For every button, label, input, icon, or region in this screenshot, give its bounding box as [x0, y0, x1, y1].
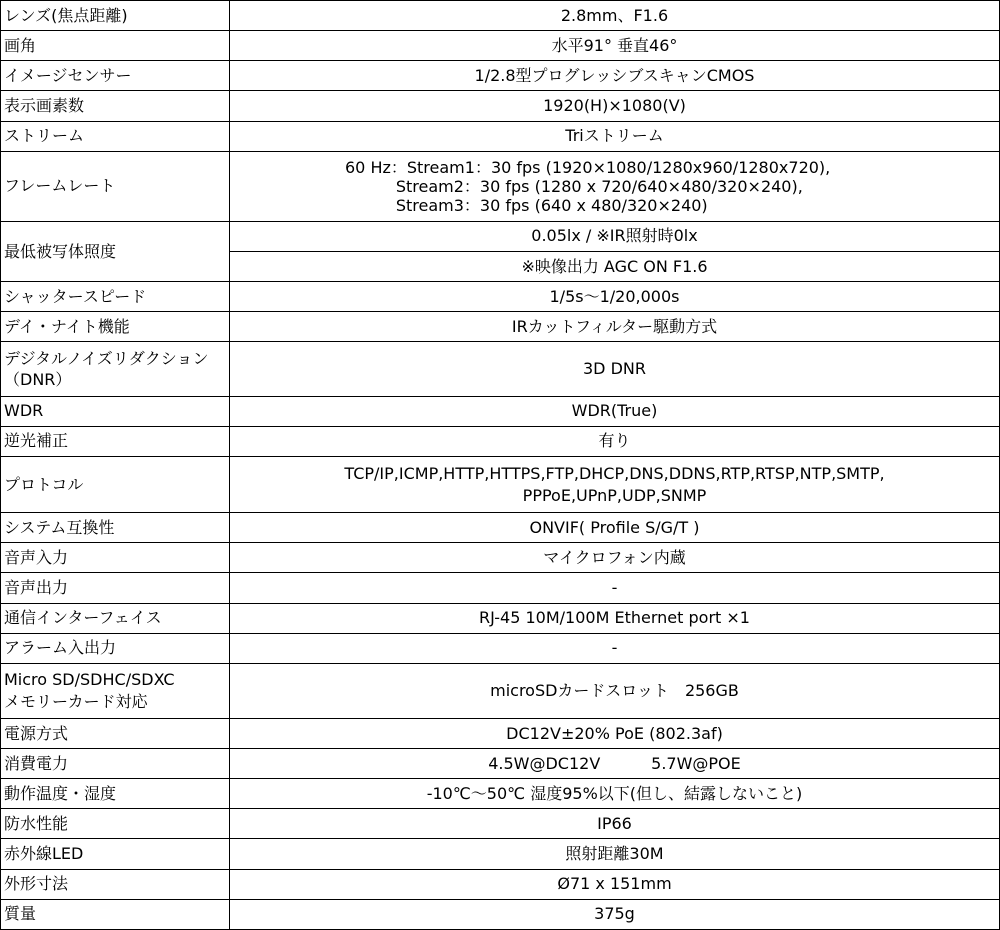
protocol-lines: TCP/IP,ICMP,HTTP,HTTPS,FTP,DHCP,DNS,DDNS,RTP,RTSP,NTP,SMTP, PPPoE,UPnP,UDP,SNMP	[344, 463, 885, 505]
dnr-label: デジタルノイズリダクション （DNR）	[4, 349, 209, 390]
table-row	[1, 456, 1000, 512]
spec-label: 逆光補正	[1, 426, 230, 456]
spec-value: 0.05lx / ※IR照射時0lx	[230, 221, 1000, 251]
spec-label: シャッタースピード	[1, 282, 230, 312]
spec-label: 質量	[1, 899, 230, 929]
table-row	[1, 91, 1000, 121]
table-row	[1, 573, 1000, 603]
table-row	[1, 749, 1000, 779]
spec-value: RJ-45 10M/100M Ethernet port ×1	[230, 603, 1000, 633]
spec-value: Triストリーム	[230, 121, 1000, 151]
table-row	[1, 151, 1000, 221]
spec-label: 動作温度・湿度	[1, 779, 230, 809]
spec-value: 3D DNR	[230, 342, 1000, 396]
spec-label: 通信インターフェイス	[1, 603, 230, 633]
spec-label: WDR	[1, 396, 230, 426]
spec-label: アラーム入出力	[1, 633, 230, 663]
table-row	[1, 1, 1000, 31]
spec-label	[1, 342, 230, 396]
table-row	[1, 396, 1000, 426]
spec-value	[230, 456, 1000, 512]
spec-label: デイ・ナイト機能	[1, 312, 230, 342]
spec-label: 赤外線LED	[1, 839, 230, 869]
table-row	[1, 426, 1000, 456]
sd-card-label: Micro SD/SDHC/SDXC メモリーカード対応	[4, 669, 175, 711]
table-row	[1, 663, 1000, 718]
table-row	[1, 282, 1000, 312]
spec-value: WDR(True)	[230, 396, 1000, 426]
framerate-lines: 60 Hz：Stream1：30 fps (1920×1080/1280x960/1280x720), Stream2：30 fps (1280 x 720/640×480/320×240), Stream3：30 fps (640 x 480/320×240)	[345, 157, 831, 215]
spec-value: 水平91° 垂直46°	[230, 31, 1000, 61]
spec-label: 電源方式	[1, 718, 230, 748]
table-row	[1, 718, 1000, 748]
spec-value: 1/2.8型プログレッシブスキャンCMOS	[230, 61, 1000, 91]
spec-label: プロトコル	[1, 456, 230, 512]
spec-label: 最低被写体照度	[1, 221, 230, 281]
spec-label: 音声入力	[1, 543, 230, 573]
spec-label: ストリーム	[1, 121, 230, 151]
spec-label	[1, 663, 230, 718]
spec-label: 音声出力	[1, 573, 230, 603]
table-row	[1, 543, 1000, 573]
spec-value: ※映像出力 AGC ON F1.6	[230, 252, 1000, 282]
spec-value	[230, 749, 1000, 779]
table-row	[1, 869, 1000, 899]
spec-label: 外形寸法	[1, 869, 230, 899]
spec-value: -	[230, 633, 1000, 663]
spec-label: レンズ(焦点距離)	[1, 1, 230, 31]
spec-value: IRカットフィルター駆動方式	[230, 312, 1000, 342]
spec-value: 1920(H)×1080(V)	[230, 91, 1000, 121]
spec-value: 375g	[230, 899, 1000, 929]
table-row	[1, 899, 1000, 929]
spec-value: -10℃〜50℃ 湿度95%以下(但し、結露しないこと)	[230, 779, 1000, 809]
table-row	[1, 513, 1000, 543]
spec-value: ONVIF( Profile S/G/T )	[230, 513, 1000, 543]
spec-label: 防水性能	[1, 809, 230, 839]
spec-label: 表示画素数	[1, 91, 230, 121]
spec-value: IP66	[230, 809, 1000, 839]
table-row	[1, 633, 1000, 663]
spec-value: 2.8mm、F1.6	[230, 1, 1000, 31]
table-row	[1, 312, 1000, 342]
table-row	[1, 839, 1000, 869]
spec-value: -	[230, 573, 1000, 603]
spec-value: マイクロフォン内蔵	[230, 543, 1000, 573]
spec-value: DC12V±20% PoE (802.3af)	[230, 718, 1000, 748]
spec-value: Ø71 x 151mm	[230, 869, 1000, 899]
spec-value: microSDカードスロット 256GB	[230, 663, 1000, 718]
table-row	[1, 121, 1000, 151]
spec-label: システム互換性	[1, 513, 230, 543]
spec-label: 画角	[1, 31, 230, 61]
table-row	[1, 779, 1000, 809]
power-consumption: 4.5W@DC12V 5.7W@POE	[488, 753, 741, 773]
table-row	[1, 221, 1000, 251]
table-row	[1, 603, 1000, 633]
spec-value: 有り	[230, 426, 1000, 456]
spec-value: 1/5s〜1/20,000s	[230, 282, 1000, 312]
table-row	[1, 31, 1000, 61]
table-row	[1, 342, 1000, 396]
table-row	[1, 809, 1000, 839]
spec-label: 消費電力	[1, 749, 230, 779]
spec-label: イメージセンサー	[1, 61, 230, 91]
spec-label: フレームレート	[1, 151, 230, 221]
spec-value	[230, 151, 1000, 221]
spec-value: 照射距離30M	[230, 839, 1000, 869]
table-row	[1, 61, 1000, 91]
